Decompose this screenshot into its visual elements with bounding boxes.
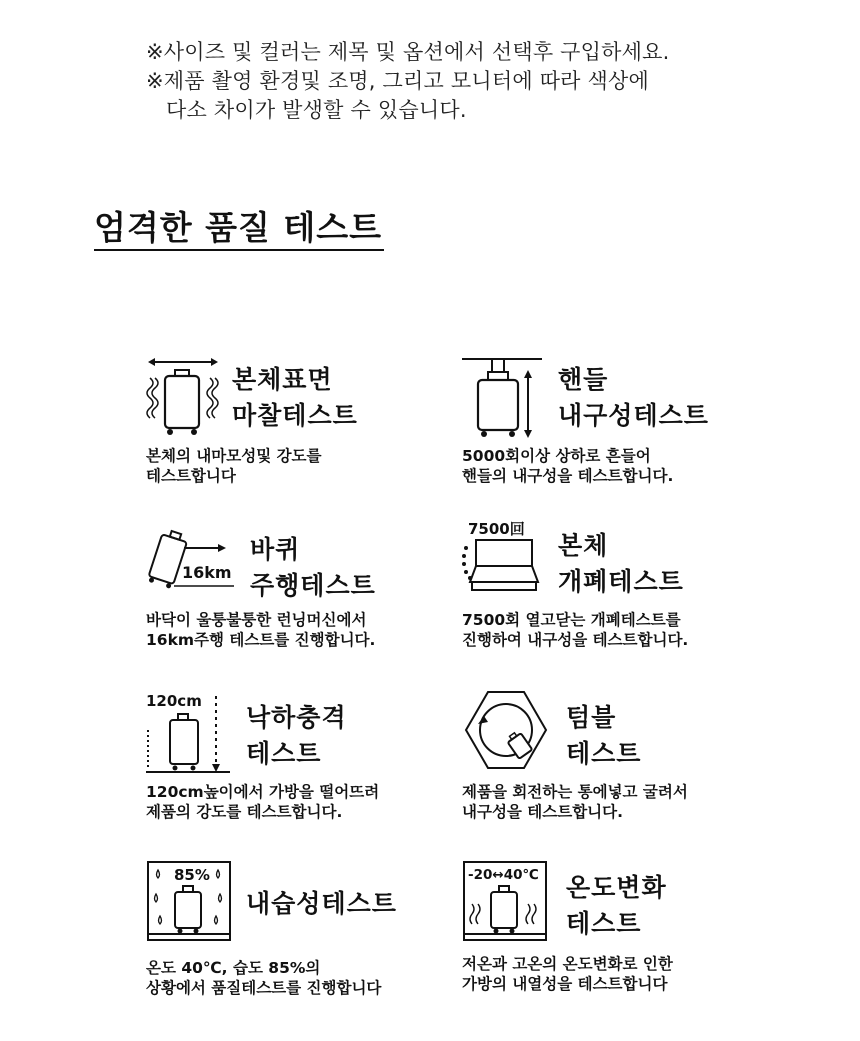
open-close-icon [462, 518, 552, 608]
notice-text [146, 38, 670, 125]
drop-test-icon [146, 690, 236, 780]
test-friction [146, 356, 486, 506]
icon-label: 16km [182, 563, 232, 582]
test-temperature [462, 860, 802, 1010]
notice-line-3: 다소 차이가 발생할 수 있습니다. [166, 98, 467, 122]
notice-line-2: ※제품 촬영 환경및 조명, 그리고 모니터에 따라 색상에 [146, 69, 650, 93]
test-description: 7500회 열고닫는 개폐테스트를 진행하여 내구성을 테스트합니다. [462, 611, 689, 649]
test-name: 본체표면 마찰테스트 [232, 365, 358, 430]
notice-line-1: ※사이즈 및 컬러는 제목 및 옵션에서 선택후 구입하세요. [146, 40, 670, 64]
test-description: 온도 40℃, 습도 85%의 상황에서 품질테스트를 진행합니다 [146, 959, 382, 997]
icon-label: -20↔40℃ [468, 867, 539, 883]
test-name: 본체 개폐테스트 [558, 531, 684, 596]
test-drop [146, 690, 486, 840]
suitcase-friction-icon [146, 356, 232, 446]
icon-label: 85% [174, 866, 210, 884]
test-open-close [462, 518, 802, 668]
test-handle [462, 356, 802, 506]
test-description: 제품을 회전하는 통에넣고 굴려서 내구성을 테스트합니다. [462, 783, 688, 821]
wheel-run-icon [146, 522, 236, 612]
icon-label: 120cm [146, 692, 202, 710]
suitcase-handle-icon [462, 356, 548, 446]
test-description: 바닥이 울퉁불퉁한 런닝머신에서 16km주행 테스트를 진행합니다. [146, 611, 376, 649]
humidity-icon [146, 860, 236, 950]
test-name: 내습성테스트 [246, 889, 397, 918]
test-name: 핸들 내구성테스트 [558, 365, 709, 430]
test-name: 텀블 테스트 [566, 703, 642, 768]
test-name: 바퀴 주행테스트 [250, 535, 376, 600]
test-humidity [146, 860, 486, 1010]
test-description: 5000회이상 상하로 흔들어 핸들의 내구성을 테스트합니다. [462, 447, 674, 485]
test-name: 온도변화 테스트 [566, 873, 667, 938]
test-name: 낙하충격 테스트 [246, 703, 347, 768]
test-description: 저온과 고온의 온도변화로 인한 가방의 내열성을 테스트합니다 [462, 955, 673, 993]
title-underline [94, 249, 384, 251]
test-wheel [146, 522, 486, 672]
section-title: 엄격한 품질 테스트 [94, 208, 383, 247]
test-description: 본체의 내마모성및 강도를 테스트합니다 [146, 447, 322, 485]
temperature-icon [462, 860, 552, 950]
test-tumble [462, 690, 802, 840]
test-description: 120cm높이에서 가방을 떨어뜨려 제품의 강도를 테스트합니다. [146, 783, 380, 821]
tumble-icon [462, 690, 552, 780]
icon-label: 7500回 [468, 520, 525, 538]
